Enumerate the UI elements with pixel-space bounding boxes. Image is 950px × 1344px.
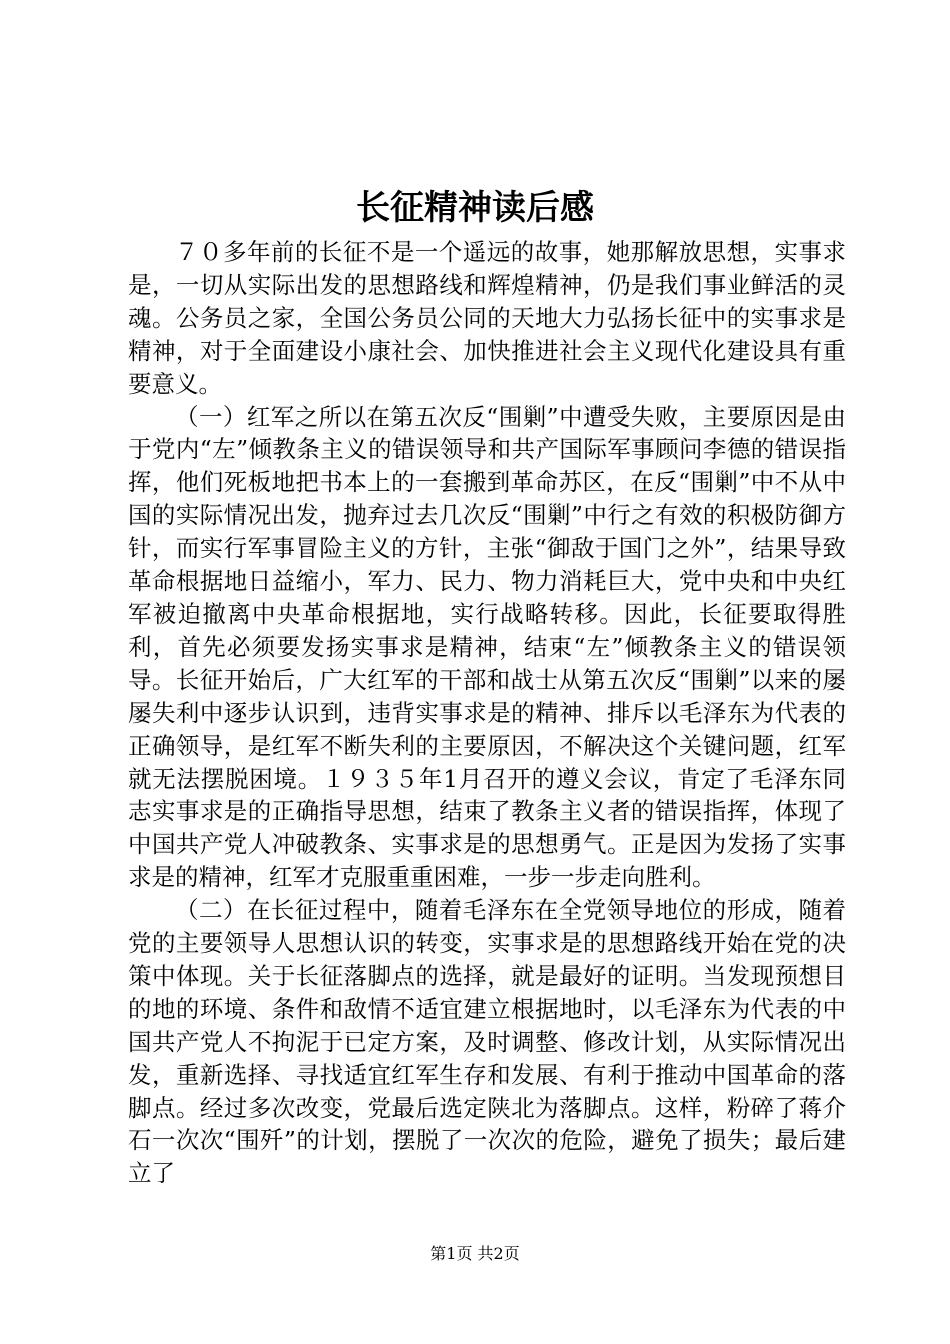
paragraph-intro: ７０多年前的长征不是一个遥远的故事，她那解放思想，实事求是，一切从实际出发的思想路线和辉煌精神，仍是我们事业鲜活的灵魂。公务员之家，全国公务员公同的天地大力弘扬长征中的实事求是精神，对于全面建设小康社会、加快推进社会主义现代化建设具有重要意义。 — [128, 238, 846, 398]
document-body — [128, 236, 846, 1190]
paragraph-section-two: （二）在长征过程中，随着毛泽东在全党领导地位的形成，随着党的主要领导人思想认识的转变，实事求是的思想路线开始在党的决策中体现。关于长征落脚点的选择，就是最好的证明。当发现预想目的地的环境、条件和敌情不适宜建立根据地时，以毛泽东为代表的中国共产党人不拘泥于已定方案，及时调整、修改计划，从实际情况出发，重新选择、寻找适宜红军生存和发展、有利于推动中国革命的落脚点。经过多次改变，党最后选定陕北为落脚点。这样，粉碎了蒋介石一次次“围歼”的计划，摆脱了一次次的危险，避免了损失；最后建立了 — [128, 896, 846, 1188]
paragraph-section-one: （一）红军之所以在第五次反“围剿”中遭受失败，主要原因是由于党内“左”倾教条主义的错误领导和共产国际军事顾问李德的错误指挥，他们死板地把书本上的一套搬到革命苏区，在反“围剿”中不从中国的实际情况出发，抛弃过去几次反“围剿”中行之有效的积极防御方针，而实行军事冒险主义的方针，主张“御敌于国门之外”，结果导致革命根据地日益缩小，军力、民力、物力消耗巨大，党中央和中央红军被迫撤离中央革命根据地，实行战略转移。因此，长征要取得胜利，首先必须要发扬实事求是精神，结束“左”倾教条主义的错误领导。长征开始后，广大红军的干部和战士从第五次反“围剿”以来的屡屡失利中逐步认识到，违背实事求是的精神、排斥以毛泽东为代表的正确领导，是红军不断失利的主要原因，不解决这个关键问题，红军就无法摆脱困境。１９３５年1月召开的遵义会议，肯定了毛泽东同志实事求是的正确指导思想，结束了教条主义者的错误指挥，体现了中国共产党人冲破教条、实事求是的思想勇气。正是因为发扬了实事求是的精神，红军才克服重重困难，一步一步走向胜利。 — [128, 402, 846, 892]
page-footer — [0, 1242, 950, 1266]
page-total: 共2页 — [477, 1244, 520, 1263]
page-number: 第1页 — [430, 1244, 473, 1263]
document-title: 长征精神读后感 — [356, 188, 594, 228]
